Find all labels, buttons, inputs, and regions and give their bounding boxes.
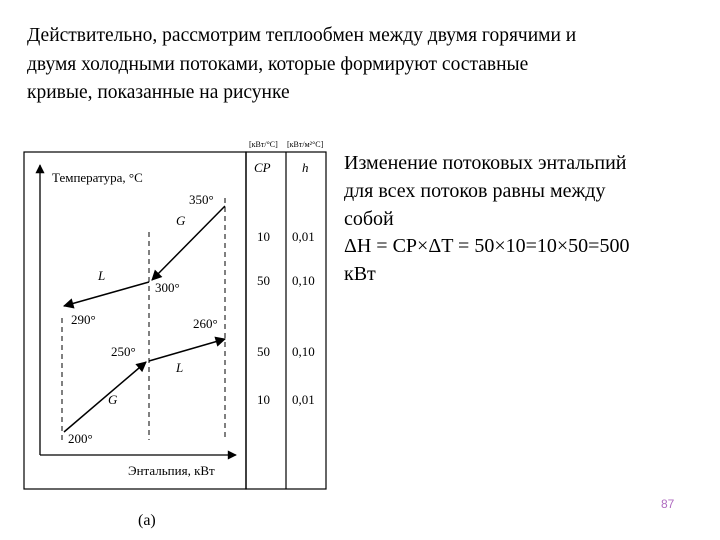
intro-line: двумя холодными потоками, которые формируют составные [27,53,529,75]
intro-line: кривые, показанные на рисунке [27,82,290,103]
temp-label-260: 260° [193,316,218,331]
y-axis-label: Температура, °С [52,170,143,185]
temp-label-300: 300° [155,280,180,295]
table-header-cp: CP [254,160,271,175]
side-note [344,150,714,289]
temp-label-350: 350° [189,192,214,207]
side-note-line: кВт [344,263,376,286]
table-cp-value: 50 [257,273,270,288]
side-note-line: собой [344,207,394,230]
side-note-formula: ΔH = CP×ΔT = 50×10=10×50=500 [344,235,630,258]
temp-label-290: 290° [71,312,96,327]
temp-label-200: 200° [68,431,93,446]
table-h-value: 0,01 [292,392,315,407]
hot-composite-curve [64,206,225,306]
intro-line: Действительно, рассмотрим теплообмен между двумя горячими и [27,25,577,46]
table-header-h: h [302,160,309,175]
cold-curve-label-g: G [108,392,118,407]
cold-curve-label-l: L [176,360,184,375]
table-h-value: 0,01 [292,229,315,244]
side-note-line: для всех потоков равны между [344,179,606,202]
table-h-value: 0,10 [292,273,315,288]
table-cp-value: 10 [257,229,270,244]
table-h-value: 0,10 [292,344,315,359]
table-unit-h: [кВт/м²°С] [287,140,324,149]
temp-label-250: 250° [111,344,136,359]
table-cp-value: 10 [257,392,270,407]
hot-curve-label-l: L [98,268,106,283]
x-axis-label: Энтальпия, кВт [128,463,215,478]
cold-composite-curve [64,339,225,432]
side-note-line: Изменение потоковых энтальпий [344,152,627,174]
hot-curve-label-g: G [176,213,186,228]
figure-caption: (a) [138,512,156,529]
table-unit-cp: [кВт/°С] [249,140,278,149]
page-number: 87 [661,497,675,511]
table-cp-value: 50 [257,344,270,359]
